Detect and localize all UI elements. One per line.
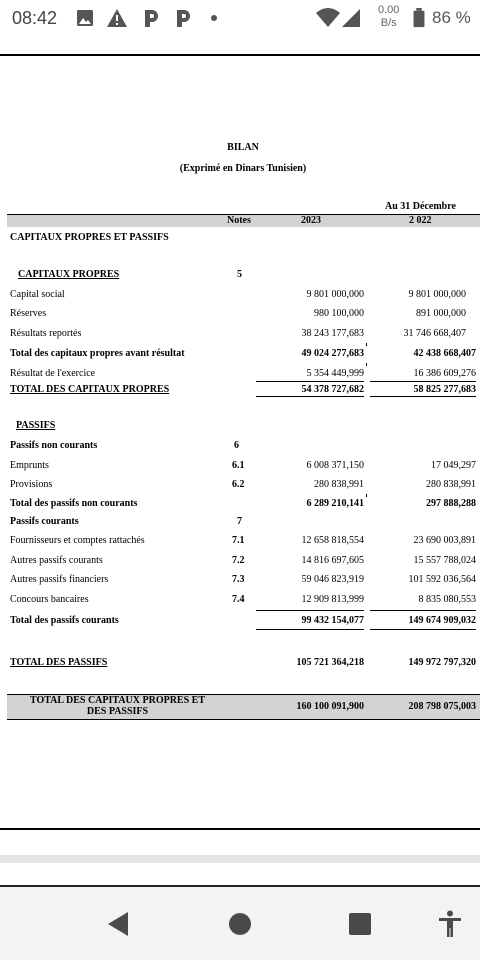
row-label: Passifs non courants — [10, 440, 98, 451]
recents-button[interactable] — [330, 887, 390, 960]
passifs-header: PASSIFS — [16, 420, 56, 431]
subtotal-rule — [370, 610, 476, 611]
value-2022: 23 690 003,891 — [413, 535, 476, 546]
navigation-bar — [0, 887, 480, 960]
grand-total-label-line1: TOTAL DES CAPITAUX PROPRES ET — [29, 695, 206, 706]
document-page[interactable] — [0, 54, 480, 830]
row-label: Fournisseurs et comptes rattachés — [10, 535, 145, 546]
row-label: Réserves — [10, 308, 47, 319]
network-speed-value: 0.00 — [378, 4, 400, 16]
value-2023: 6 008 371,150 — [306, 460, 364, 471]
dotted-mark — [366, 343, 367, 346]
value-2023: 59 046 823,919 — [301, 574, 364, 585]
value-2023: 5 354 449,999 — [306, 368, 364, 379]
value-2023: 12 658 818,554 — [301, 535, 364, 546]
value-2022: 297 888,288 — [426, 498, 476, 509]
row-note: 7 — [237, 516, 242, 527]
status-bar — [0, 0, 480, 38]
cp-note: 5 — [237, 269, 242, 280]
value-2023: 980 100,000 — [314, 308, 364, 319]
total-rule — [256, 629, 364, 630]
wifi-icon — [316, 8, 340, 28]
page-top-border — [0, 54, 480, 56]
value-2023: 38 243 177,683 — [301, 328, 364, 339]
total-passifs-2022: 149 972 797,320 — [408, 657, 476, 668]
value-2023: 14 816 697,605 — [301, 555, 364, 566]
total-passifs-2023: 105 721 364,218 — [296, 657, 364, 668]
value-2023: 9 801 000,000 — [306, 289, 364, 300]
value-2022: 16 386 609,276 — [413, 368, 476, 379]
network-speed-unit: B/s — [380, 17, 397, 29]
value-2023: 49 024 277,683 — [301, 348, 364, 359]
value-2022: 8 835 080,553 — [418, 594, 476, 605]
accessibility-icon — [438, 910, 462, 938]
doc-subtitle: (Exprimé en Dinars Tunisien) — [179, 163, 307, 174]
row-label: Provisions — [10, 479, 53, 490]
value-2023: 54 378 727,682 — [301, 384, 364, 395]
home-icon — [228, 912, 252, 936]
value-2023: 280 838,991 — [314, 479, 364, 490]
dotted-mark — [366, 363, 367, 366]
value-2022: 891 000,000 — [416, 308, 466, 319]
battery-percentage: 86 % — [432, 8, 471, 27]
network-speed — [378, 4, 399, 30]
total-passifs-label: TOTAL DES PASSIFS — [10, 657, 108, 668]
p-app-icon — [142, 8, 160, 28]
row-label: Total des passifs non courants — [10, 498, 138, 509]
doc-title: BILAN — [227, 142, 259, 153]
row-label: Autres passifs courants — [10, 555, 103, 566]
back-icon — [106, 911, 130, 937]
row-note: 7.4 — [232, 594, 245, 605]
back-button[interactable] — [88, 887, 148, 960]
subtotal-rule — [370, 381, 476, 382]
row-note: 6 — [234, 440, 239, 451]
cp-header: CAPITAUX PROPRES — [18, 269, 120, 280]
total-rule — [256, 396, 364, 397]
row-label: Capital social — [10, 289, 65, 300]
row-label: Résultat de l'exercice — [10, 368, 96, 379]
row-note: 6.1 — [232, 460, 245, 471]
value-2022: 42 438 668,407 — [413, 348, 476, 359]
total-rule — [370, 396, 476, 397]
gallery-icon — [76, 8, 94, 28]
page-gap — [0, 855, 480, 863]
value-2022: 58 825 277,683 — [413, 384, 476, 395]
row-note: 7.2 — [232, 555, 245, 566]
row-label: TOTAL DES CAPITAUX PROPRES — [10, 384, 170, 395]
col-2023: 2023 — [301, 215, 321, 226]
accessibility-button[interactable] — [420, 887, 480, 960]
value-2022: 149 674 909,032 — [408, 615, 476, 626]
row-note: 7.3 — [232, 574, 245, 585]
col-2022: 2 022 — [409, 215, 432, 226]
battery-icon — [412, 8, 426, 28]
col-notes: Notes — [227, 215, 251, 226]
subtotal-rule — [256, 610, 364, 611]
row-label: Autres passifs financiers — [10, 574, 109, 585]
section-title: CAPITAUX PROPRES ET PASSIFS — [10, 232, 169, 243]
value-2023: 6 289 210,141 — [306, 498, 364, 509]
dot-icon — [210, 8, 218, 28]
row-label: Passifs courants — [10, 516, 79, 527]
grand-total-label-line2: DES PASSIFS — [86, 706, 149, 717]
grand-total-2022: 208 798 075,003 — [408, 701, 476, 712]
grand-total-2023: 160 100 091,900 — [296, 701, 364, 712]
value-2022: 31 746 668,407 — [403, 328, 466, 339]
total-rule — [370, 629, 476, 630]
grand-total-label — [10, 695, 225, 717]
home-button[interactable] — [210, 887, 270, 960]
warning-icon — [106, 8, 128, 28]
value-2023: 99 432 154,077 — [301, 615, 364, 626]
value-2022: 17 049,297 — [431, 460, 476, 471]
page-bottom-border — [0, 828, 480, 830]
dotted-mark — [366, 494, 367, 497]
row-note: 6.2 — [232, 479, 245, 490]
row-label: Total des capitaux propres avant résultat — [10, 348, 185, 359]
row-label: Résultats reportés — [10, 328, 82, 339]
recents-icon — [348, 912, 372, 936]
row-label: Total des passifs courants — [10, 615, 119, 626]
subtotal-rule — [256, 381, 364, 382]
row-label: Concours bancaires — [10, 594, 89, 605]
date-header: Au 31 Décembre — [385, 201, 456, 212]
value-2022: 9 801 000,000 — [408, 289, 466, 300]
signal-icon — [340, 8, 362, 28]
p-app-icon — [174, 8, 192, 28]
value-2022: 101 592 036,564 — [408, 574, 476, 585]
clock: 08:42 — [12, 8, 58, 28]
value-2022: 15 557 788,024 — [413, 555, 476, 566]
value-2022: 280 838,991 — [426, 479, 476, 490]
value-2023: 12 909 813,999 — [301, 594, 364, 605]
row-label: Emprunts — [10, 460, 49, 471]
row-note: 7.1 — [232, 535, 245, 546]
